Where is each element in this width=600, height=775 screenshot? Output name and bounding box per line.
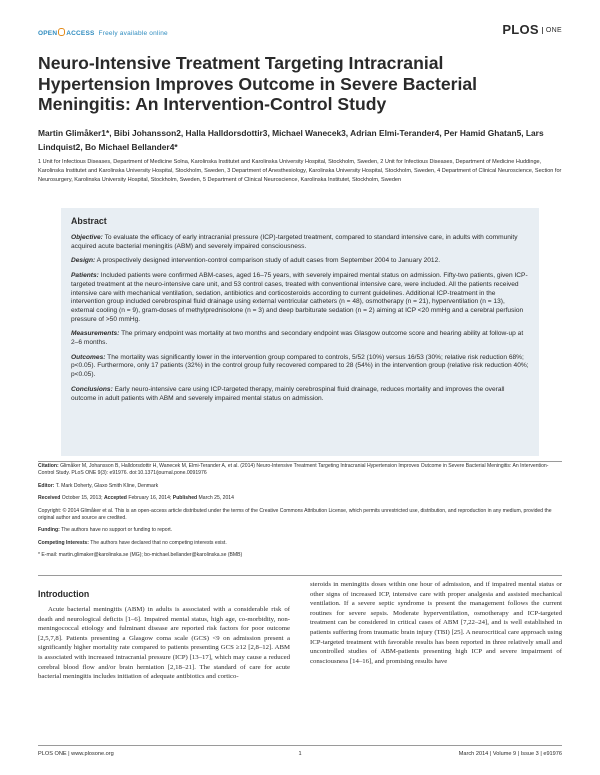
affiliations: 1 Unit for Infectious Diseases, Department of Medicine Solna, Karolinska Institutet and Karolinska University Hospital, Stockholm, Sweden, 2 Unit for Infectious Diseases, Department of Medicine Huddinge, Karolinska Institutet and Karolinska University Hospital, Stockholm, Sweden, 3 Department of Anesthesiology, Karolinska University Hospital, Stockholm, Sweden, 4 Department of Clinical Neuroscience, Section for Neurosurgery, Karolinska University Hospital, Stockholm, Sweden, 5 Department of Clinical Neuroscience, Karolinska Institutet, Stockholm, Sweden bbox=[38, 159, 562, 183]
abstract-heading: Abstract bbox=[71, 216, 107, 226]
open-access-prefix: OPEN bbox=[38, 30, 58, 37]
abstract-patients bbox=[71, 272, 529, 324]
footer-divider bbox=[38, 745, 562, 746]
citation bbox=[38, 463, 562, 478]
objective-label: Objective: bbox=[71, 234, 103, 241]
article-title: Neuro-Intensive Treatment Targeting Intracranial Hypertension Improves Outcome in Severe Bacterial Meningitis: An Intervention-Control Study bbox=[38, 53, 478, 114]
conclusions-label: Conclusions: bbox=[71, 385, 113, 393]
open-access-tagline: Freely available online bbox=[98, 30, 168, 37]
received-date: October 15, 2013; bbox=[60, 495, 104, 502]
outcomes-text: The mortality was significantly lower in the intervention group compared to controls, 5/52 (10%) versus 16/53 (30%; relative risk reduction 68%; p<0.05). Furthermore, only 17 patients (32%) in the control group fully recovered compared to 28 (54%) in the intervention group (relative risk reduction 40%; p<0.05). bbox=[71, 353, 529, 379]
abstract-conclusions bbox=[71, 386, 529, 403]
editor-label: Editor: bbox=[38, 482, 55, 489]
open-access-suffix: ACCESS bbox=[66, 30, 95, 37]
journal-brand: PLOS bbox=[502, 22, 539, 37]
measurements-text: The primary endpoint was mortality at two months and secondary endpoint was Glasgow outcome score and hearing ability at follow-up at 2–6 months. bbox=[71, 330, 524, 347]
abstract-design bbox=[71, 257, 529, 266]
abstract-objective bbox=[71, 234, 529, 251]
accepted-date: February 16, 2014; bbox=[126, 495, 173, 502]
objective-text: To evaluate the efficacy of early intracranial pressure (ICP)-targeted treatment, compared to standard intensive care, in adults with community acquired acute bacterial meningitis (ABM) and severely impaired consciousness. bbox=[71, 234, 518, 250]
abstract-box bbox=[61, 208, 539, 456]
measurements-label: Measurements: bbox=[71, 330, 120, 338]
patients-text: Included patients were confirmed ABM-cases, aged 16–75 years, with severely impaired mental status on admission. Fifty-two patients, given ICP-targeted treatment at the neuro-intensive care unit, and 53 control cases, treated with conventional intensive care, were included. All the patients received intensive care with mechanical ventilation, sedation, antibiotics and corticosteroids according to current guidelines. Additional ICP-treatment in the intervention group included cerebrospinal fluid drainage using external ventricular catheters (n = 48), osmotherapy (n = 21), hyperventilation (n = 13), external cooling (n = 9), gram-doses of methylprednisolone (n = 3) and deep barbiturate sedation (n = 2) aiming at ICP <20 mmHg and a cerebral perfusion pressure of >50 mmHg. bbox=[71, 272, 528, 323]
body-column-left: Acute bacterial meningitis (ABM) in adults is associated with a considerable risk of death and neurological deficits [1–6]. Impaired mental status, high age, co-morbidity, non-meningococcal etiology and fulminant disease are reported risk factors for poor outcome [2,5,7,8]. Patients presenting a Glasgow coma scale (GCS) <9 on admission present a significantly higher mortality rate compared to patients presenting GCS ≥12 [2,8–12]. ABM is associated with increased intracranial pressure (ICP) [13–17], which may cause a reduced cerebral blood flow and/or brain herniation [2,18–21]. The standard of care for acute bacterial meningitis includes initiation of adequate antibiotics and cortico- bbox=[38, 606, 290, 681]
competing-interests bbox=[38, 540, 562, 547]
journal-logo[interactable] bbox=[502, 22, 562, 37]
funding bbox=[38, 527, 562, 534]
accepted-label: Accepted bbox=[103, 495, 127, 502]
journal-sub: ONE bbox=[542, 27, 562, 34]
journal-header bbox=[38, 20, 562, 40]
outcomes-label: Outcomes: bbox=[71, 353, 106, 361]
corresponding-email[interactable]: * E-mail: martin.glimaker@karolinska.se (MG); bo-michael.bellander@karolinska.se (BMB) bbox=[38, 552, 243, 559]
abstract-measurements bbox=[71, 330, 529, 347]
design-label: Design: bbox=[71, 257, 96, 265]
competing-label: Competing Interests: bbox=[38, 539, 89, 546]
funding-text: The authors have no support or funding to report. bbox=[59, 527, 173, 534]
published-date: March 25, 2014 bbox=[197, 495, 234, 502]
published-label: Published bbox=[172, 495, 198, 502]
footer-journal-link[interactable]: PLOS ONE | www.plosone.org bbox=[38, 751, 114, 757]
abstract-outcomes bbox=[71, 354, 529, 380]
conclusions-text: Early neuro-intensive care using ICP-targeted therapy, mainly cerebrospinal fluid drainage, reduces mortality and improves the overall outcome in adult patients with ABM and severely impaired mental status on admission. bbox=[71, 385, 505, 402]
citation-text[interactable]: Glimåker M, Johansson B, Halldorsdottir H, Wanecek M, Elmi-Terander A, et al. (2014) Neuro-Intensive Treatment Targeting Intracranial Hypertension Improves Outcome in Severe Bacterial Meningitis: An Intervention-Control Study. PLoS ONE 9(3): e91976. doi:10.1371/journal.pone.0091976 bbox=[38, 463, 549, 477]
received-label: Received bbox=[38, 495, 61, 502]
open-access-badge[interactable] bbox=[38, 28, 168, 37]
copyright: Copyright: © 2014 Glimåker et al. This is an open-access article distributed under the terms of the Creative Commons Attribution License, which permits unrestricted use, distribution, and reproduction in any medium, provided the original author and source are credited. bbox=[38, 507, 552, 522]
dates bbox=[38, 495, 562, 502]
citation-label: Citation: bbox=[38, 463, 59, 469]
editor-text: T. Mark Doherty, Glaxo Smith Kline, Denmark bbox=[54, 482, 159, 489]
competing-text: The authors have declared that no competing interests exist. bbox=[88, 539, 227, 546]
author-list: Martin Glimåker1*, Bibi Johansson2, Halla Halldorsdottir3, Michael Wanecek3, Adrian Elmi-Terander4, Per Hamid Ghatan5, Lars Lindquist2, Bo Michael Bellander4* bbox=[38, 128, 544, 152]
introduction-heading: Introduction bbox=[38, 589, 90, 599]
open-lock-icon bbox=[58, 28, 65, 36]
metadata-top-divider bbox=[38, 461, 562, 462]
design-text: A prospectively designed intervention-control comparison study of adult cases from September 2004 to January 2012. bbox=[95, 257, 441, 265]
body-column-right: steroids in meningitis doses within one hour of admission, and if impaired mental status or other signs of increased ICP, intensive care with proper analgesia and assisted mechanical ventilation. If a severe septic syndrome is present the management follows the current routines for severe sepsis. Moderate hyperventilation, osmotherapy and ICP-targeted treatment can be considered in critical cases of ABM [7,22–24], and is well established in patients suffering from traumatic brain injury (TBI) [25]. A neurocritical care approach using ICP-targeted treatment with favorable results has been reported in three relatively small and uncontrolled studies of ABM-patients presenting high ICP and severe impairment of consciousness [14–16], and promising results have bbox=[310, 581, 562, 665]
patients-label: Patients: bbox=[71, 272, 99, 280]
editor bbox=[38, 483, 562, 490]
article-metadata bbox=[38, 463, 562, 565]
funding-label: Funding: bbox=[38, 527, 60, 534]
footer-issue-info: March 2014 | Volume 9 | Issue 3 | e91976 bbox=[458, 751, 562, 757]
metadata-bottom-divider bbox=[38, 575, 562, 576]
page-number: 1 bbox=[298, 751, 302, 757]
